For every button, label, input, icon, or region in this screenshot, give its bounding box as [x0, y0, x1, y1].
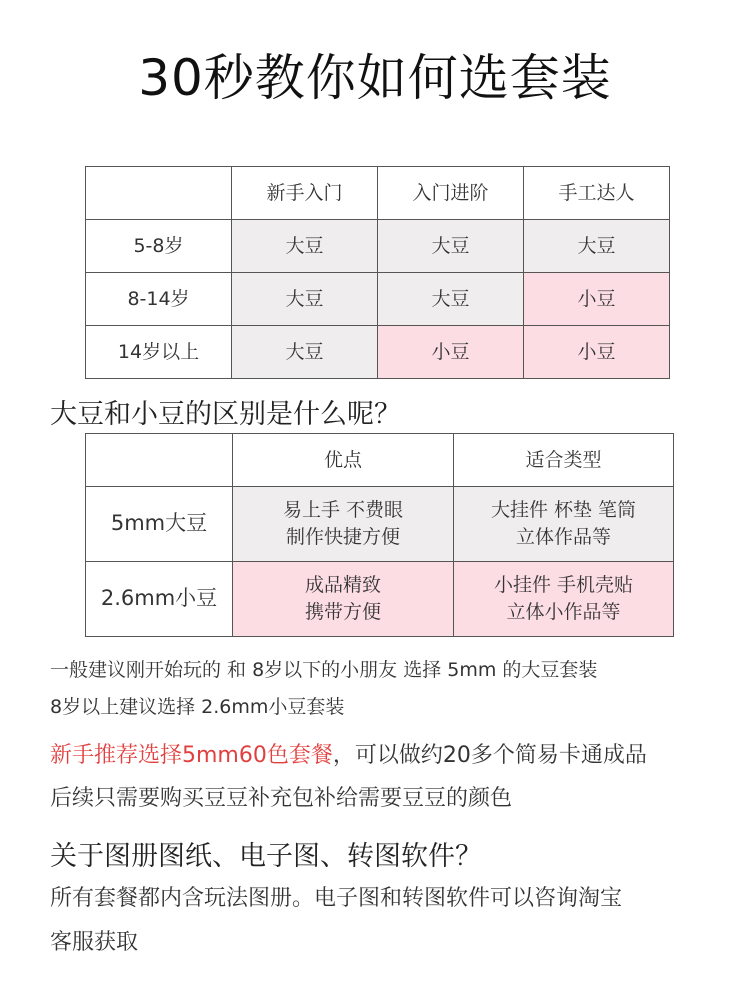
- pros-line: 易上手 不费眼: [282, 499, 404, 522]
- table-cell: 大豆: [378, 273, 524, 326]
- types-cell: [454, 562, 674, 637]
- table-header-row: [86, 167, 670, 220]
- age-level-table: [85, 166, 670, 379]
- pros-line: 制作快捷方便: [285, 526, 400, 548]
- types-line: 立体作品等: [515, 526, 611, 548]
- row-label: 14岁以上: [86, 326, 232, 379]
- types-line: 立体小作品等: [506, 601, 621, 623]
- row-label: 2.6mm小豆: [86, 562, 233, 637]
- table-cell: 大豆: [232, 273, 378, 326]
- table-cell: 大豆: [232, 220, 378, 273]
- recommend-line-1: [50, 738, 647, 769]
- table-row: [86, 220, 670, 273]
- recommend-rest: ，可以做约20多个简易卡通成品: [332, 743, 647, 768]
- pros-line: 携带方便: [304, 601, 381, 623]
- header-cell-beginner: 新手入门: [232, 167, 378, 220]
- pros-line: 成品精致: [304, 574, 381, 597]
- header-cell-expert: 手工达人: [524, 167, 670, 220]
- recommend-line-2: 后续只需要购买豆豆补充包补给需要豆豆的颜色: [50, 786, 513, 811]
- table-cell: 大豆: [232, 326, 378, 379]
- pros-cell: [233, 487, 454, 562]
- row-label: 5-8岁: [86, 220, 232, 273]
- table-row: [86, 273, 670, 326]
- row-label: 8-14岁: [86, 273, 232, 326]
- table-row: [86, 487, 674, 562]
- bead-comparison-table: [85, 433, 674, 637]
- header-cell-types: 适合类型: [454, 434, 674, 487]
- info-line-1: 所有套餐都内含玩法图册。电子图和转图软件可以咨询淘宝: [50, 886, 623, 911]
- advice-line-1: 一般建议刚开始玩的 和 8岁以下的小朋友 选择 5mm 的大豆套装: [50, 659, 598, 681]
- recommend-highlight: 新手推荐选择5mm60色套餐: [50, 743, 333, 768]
- section-heading-atlas: 关于图册图纸、电子图、转图软件？: [50, 841, 482, 872]
- header-cell-empty: [86, 434, 233, 487]
- types-line: 小挂件 手机壳贴: [493, 574, 634, 597]
- table-cell: 大豆: [524, 220, 670, 273]
- types-line: 大挂件 杯垫 笔筒: [490, 499, 637, 522]
- header-cell-empty: [86, 167, 232, 220]
- table-cell: 大豆: [378, 220, 524, 273]
- types-cell: [454, 487, 674, 562]
- advice-line-2: 8岁以上建议选择 2.6mm小豆套装: [50, 696, 345, 718]
- row-label: 5mm大豆: [86, 487, 233, 562]
- page-title: 30秒教你如何选套装: [138, 49, 612, 107]
- table-header-row: [86, 434, 674, 487]
- section-heading-difference: 大豆和小豆的区别是什么呢？: [50, 399, 401, 430]
- header-cell-pros: 优点: [233, 434, 454, 487]
- table-row: [86, 562, 674, 637]
- table-cell: 小豆: [524, 273, 670, 326]
- info-line-2: 客服获取: [50, 930, 139, 955]
- table-cell: 小豆: [524, 326, 670, 379]
- table-cell: 小豆: [378, 326, 524, 379]
- header-cell-intermediate: 入门进阶: [378, 167, 524, 220]
- table-row: [86, 326, 670, 379]
- pros-cell: [233, 562, 454, 637]
